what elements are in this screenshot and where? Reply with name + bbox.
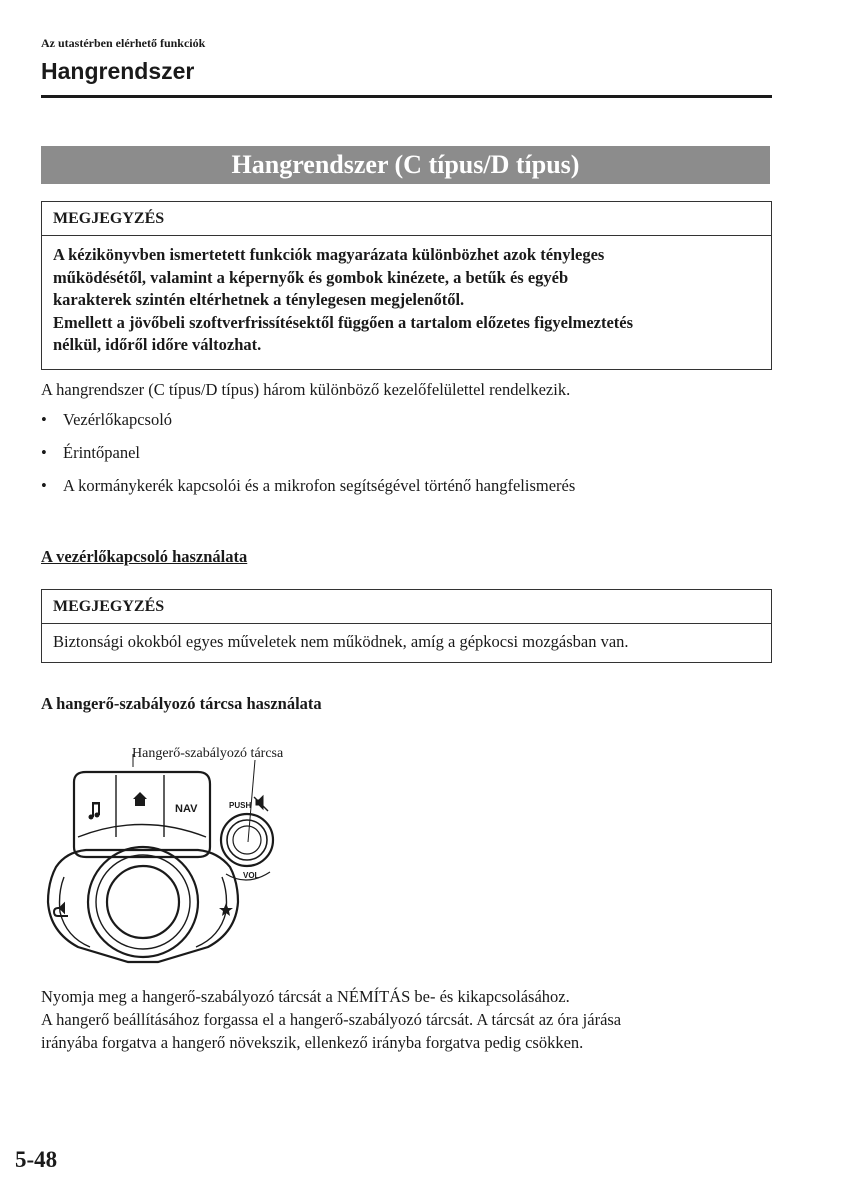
- subsection-heading: A vezérlőkapcsoló használata: [41, 547, 248, 566]
- header-rule: [41, 95, 772, 98]
- vol-label: VOL: [243, 871, 260, 880]
- note-line: működésétől, valamint a képernyők és gombok kinézete, a betűk és egyéb: [53, 267, 569, 287]
- body-line: irányába forgatva a hangerő növekszik, ellenkező irányba forgatva pedig csökken.: [41, 1033, 584, 1052]
- note-body: Biztonsági okokból egyes műveletek nem működnek, amíg a gépkocsi mozgásban van.: [53, 632, 629, 651]
- body-line: Nyomja meg a hangerő-szabályozó tárcsát a NÉMÍTÁS be- és kikapcsolásához.: [41, 987, 570, 1006]
- breadcrumb: Az utastérben elérhető funkciók: [41, 36, 206, 50]
- body-line: A hangerő beállításához forgassa el a hangerő-szabályozó tárcsát. A tárcsát az óra járása: [41, 1010, 622, 1029]
- push-label: PUSH: [229, 801, 252, 810]
- note-body: [42, 236, 771, 369]
- figure-callout: Hangerő-szabályozó tárcsa: [132, 746, 284, 761]
- note-box: [41, 201, 772, 370]
- body-paragraph: [41, 985, 621, 1054]
- note-box: [41, 589, 772, 663]
- note-heading: MEGJEGYZÉS: [42, 202, 771, 236]
- commander-switch-illustration: [38, 742, 288, 972]
- subsection-heading: A hangerő-szabályozó tárcsa használata: [41, 694, 322, 713]
- home-icon: [133, 792, 147, 806]
- chapter-banner: Hangrendszer (C típus/D típus): [41, 146, 770, 184]
- list-item: • Érintőpanel: [41, 443, 575, 476]
- section-title: Hangrendszer: [41, 58, 195, 84]
- note-heading: MEGJEGYZÉS: [42, 590, 771, 624]
- intro-paragraph: A hangrendszer (C típus/D típus) három különböző kezelőfelülettel rendelkezik.: [41, 380, 571, 399]
- mute-icon: [254, 796, 268, 811]
- note-line: karakterek szintén eltérhetnek a ténylegesen megjelenőtől.: [53, 290, 465, 309]
- music-icon: [89, 802, 101, 820]
- list-item: • A kormánykerék kapcsolói és a mikrofon segítségével történő hangfelismerés: [41, 476, 575, 509]
- page-number: 5-48: [15, 1147, 58, 1172]
- note-line: Emellett a jövőbeli szoftverfrissítésektől függően a tartalom előzetes figyelmeztetés: [53, 312, 634, 332]
- list-item: • Vezérlőkapcsoló: [41, 410, 575, 443]
- nav-label: NAV: [175, 803, 198, 815]
- note-line: A kézikönyvben ismertetett funkciók magyarázata különbözhet azok tényleges: [53, 245, 605, 264]
- note-line: nélkül, időről időre változhat.: [53, 335, 262, 354]
- interface-list: [41, 410, 575, 509]
